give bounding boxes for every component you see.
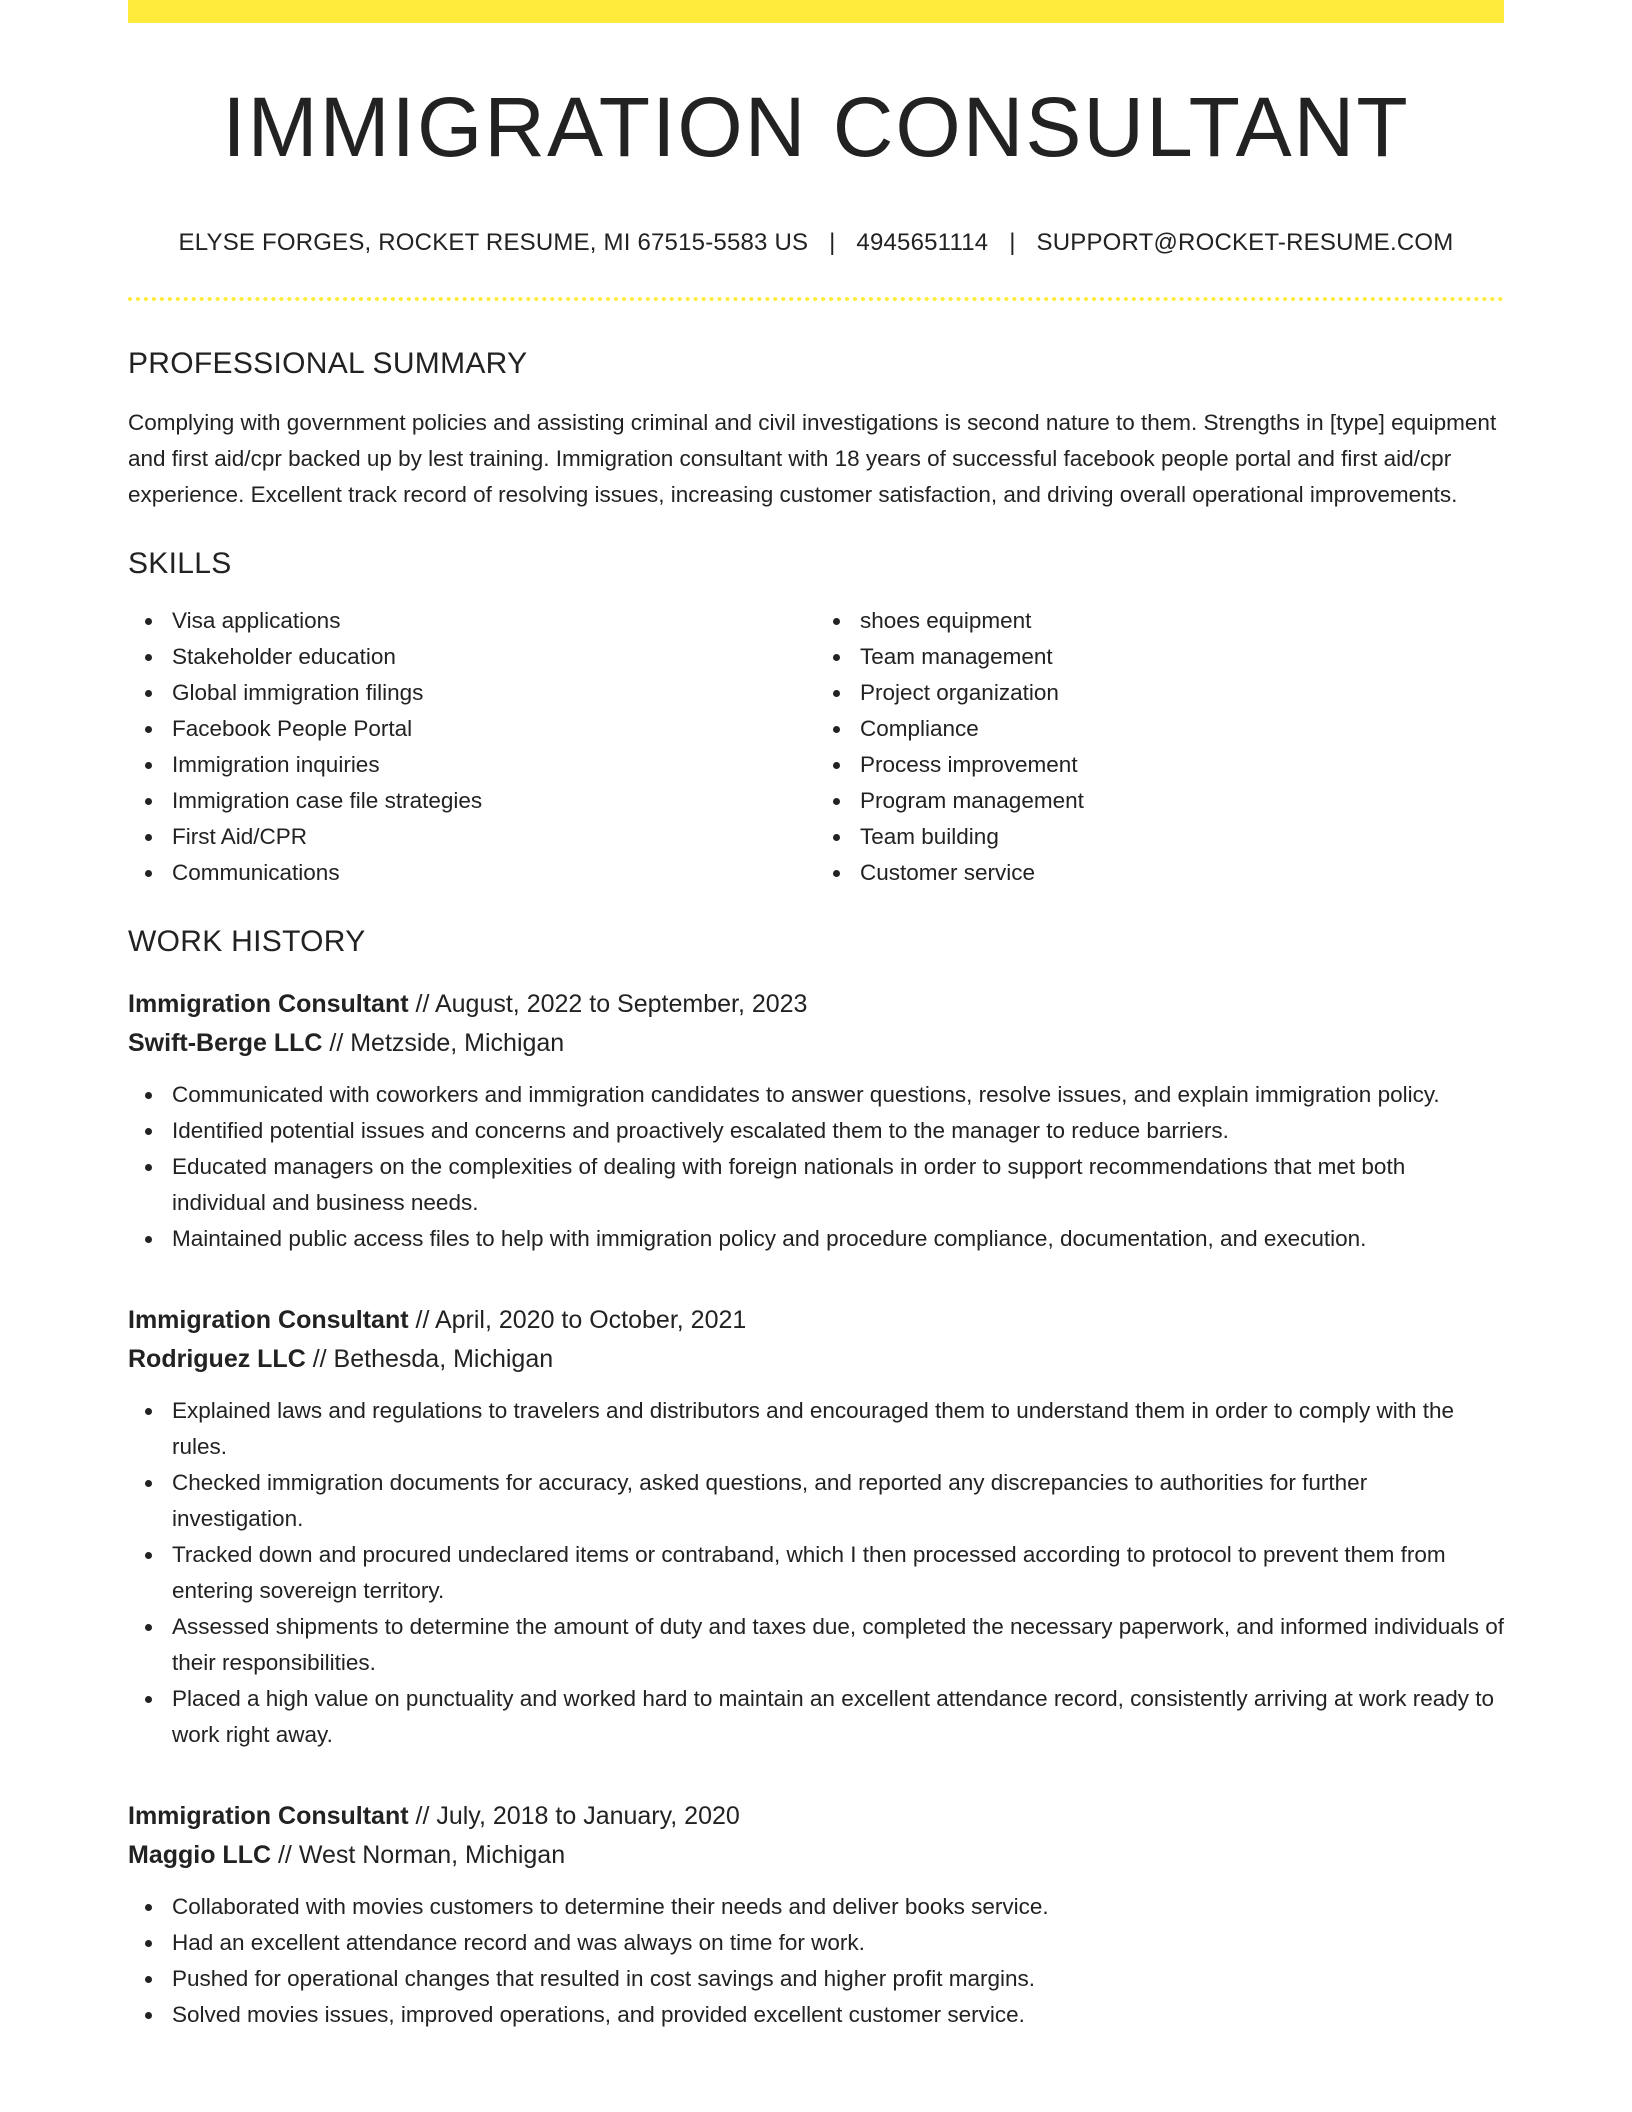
skills-heading: SKILLS — [128, 546, 232, 580]
summary-heading: PROFESSIONAL SUMMARY — [128, 346, 528, 380]
summary-text: Complying with government policies and assisting criminal and civil investigations is second nature to them. Strengths in [type] equipment and first aid/cpr backed up by lest training. Immigration consultant with 18 years of successful facebook people portal and first aid/cpr experience. Excellent track record of resolving issues, increasing customer satisfaction, and driving overall operational improvements. — [128, 409, 1497, 507]
job-dates: // July, 2018 to January, 2020 — [408, 1801, 740, 1830]
job-entry — [128, 1797, 1504, 2033]
skill-item: Compliance — [860, 711, 1504, 747]
skill-item: shoes equipment — [860, 603, 1504, 639]
job-company: Swift-Berge LLC — [128, 1028, 323, 1057]
job-location: // West Norman, Michigan — [271, 1840, 566, 1869]
job-bullet: Assessed shipments to determine the amount of duty and taxes due, completed the necessary paperwork, and informed individuals of their responsibilities. — [172, 1609, 1504, 1681]
job-company: Maggio LLC — [128, 1840, 272, 1869]
job-bullets — [128, 1077, 1504, 1257]
job-bullet: Pushed for operational changes that resulted in cost savings and higher profit margins. — [172, 1961, 1504, 1997]
job-bullet: Explained laws and regulations to travelers and distributors and encouraged them to understand them in order to comply with the rules. — [172, 1393, 1504, 1465]
job-dates: // August, 2022 to September, 2023 — [408, 989, 808, 1018]
job-bullet: Checked immigration documents for accuracy, asked questions, and reported any discrepancies to authorities for further investigation. — [172, 1465, 1504, 1537]
skill-item: Immigration case file strategies — [172, 783, 816, 819]
contact-separator: | — [1009, 229, 1016, 256]
top-accent-bar — [128, 0, 1504, 23]
job-entry — [128, 1301, 1504, 1753]
skill-item: Facebook People Portal — [172, 711, 816, 747]
skill-item: Process improvement — [860, 747, 1504, 783]
job-bullets — [128, 1393, 1504, 1753]
resume-page — [128, 0, 1504, 2033]
job-bullet: Identified potential issues and concerns and proactively escalated them to the manager to reduce barriers. — [172, 1113, 1504, 1149]
skill-item: First Aid/CPR — [172, 819, 816, 855]
job-title: Immigration Consultant — [128, 1801, 409, 1830]
contact-address: ELYSE FORGES, ROCKET RESUME, MI 67515-5583 US — [178, 229, 809, 256]
skill-item: Visa applications — [172, 603, 816, 639]
contact-separator: | — [829, 229, 836, 256]
job-bullet: Placed a high value on punctuality and worked hard to maintain an excellent attendance record, consistently arriving at work ready to work right away. — [172, 1681, 1504, 1753]
job-company-line — [128, 1024, 1504, 1063]
job-bullet: Maintained public access files to help with immigration policy and procedure compliance, documentation, and execution. — [172, 1221, 1504, 1257]
job-bullet: Educated managers on the complexities of dealing with foreign nationals in order to support recommendations that met both individual and business needs. — [172, 1149, 1504, 1221]
job-title: Immigration Consultant — [128, 989, 409, 1018]
dotted-divider — [128, 297, 1504, 301]
job-bullet: Solved movies issues, improved operations, and provided excellent customer service. — [172, 1997, 1504, 2033]
skill-item: Project organization — [860, 675, 1504, 711]
skill-item: Team building — [860, 819, 1504, 855]
work-history-heading: WORK HISTORY — [128, 924, 366, 958]
job-bullets — [128, 1889, 1504, 2033]
job-company: Rodriguez LLC — [128, 1344, 306, 1373]
skill-item: Program management — [860, 783, 1504, 819]
job-bullet: Communicated with coworkers and immigration candidates to answer questions, resolve issues, and explain immigration policy. — [172, 1077, 1504, 1113]
job-title: Immigration Consultant — [128, 1305, 409, 1334]
skills-column-left — [128, 603, 816, 891]
job-entry — [128, 985, 1504, 1257]
skills-column-right — [816, 603, 1504, 891]
skill-item: Customer service — [860, 855, 1504, 891]
skill-item: Global immigration filings — [172, 675, 816, 711]
job-title-line — [128, 1301, 1504, 1340]
job-company-line — [128, 1340, 1504, 1379]
job-title-line — [128, 985, 1504, 1024]
job-dates: // April, 2020 to October, 2021 — [408, 1305, 747, 1334]
job-company-line — [128, 1836, 1504, 1875]
skill-item: Communications — [172, 855, 816, 891]
skills-grid — [128, 603, 1504, 891]
job-location: // Bethesda, Michigan — [305, 1344, 554, 1373]
job-bullet: Collaborated with movies customers to determine their needs and deliver books service. — [172, 1889, 1504, 1925]
job-location: // Metzside, Michigan — [322, 1028, 565, 1057]
skill-item: Team management — [860, 639, 1504, 675]
contact-line — [128, 229, 1504, 258]
job-bullet: Had an excellent attendance record and was always on time for work. — [172, 1925, 1504, 1961]
job-title-line — [128, 1797, 1504, 1836]
contact-phone: 4945651114 — [856, 229, 989, 256]
skill-item: Immigration inquiries — [172, 747, 816, 783]
job-bullet: Tracked down and procured undeclared items or contraband, which I then processed according to protocol to prevent them from entering sovereign territory. — [172, 1537, 1504, 1609]
page-title: IMMIGRATION CONSULTANT — [222, 80, 1410, 174]
contact-email: SUPPORT@ROCKET-RESUME.COM — [1036, 229, 1454, 256]
skill-item: Stakeholder education — [172, 639, 816, 675]
